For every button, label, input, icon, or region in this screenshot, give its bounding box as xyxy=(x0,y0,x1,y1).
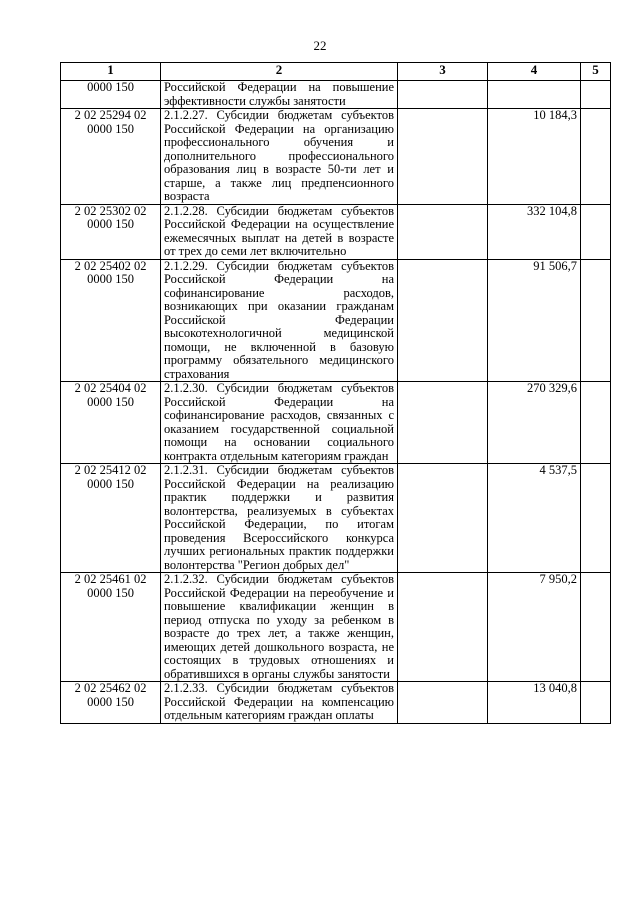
column-3-cell xyxy=(398,573,488,682)
column-5-cell xyxy=(581,204,611,259)
table-row xyxy=(61,382,611,464)
table-row xyxy=(61,573,611,682)
budget-code-cell: 2 02 25294 02 0000 150 xyxy=(61,109,161,205)
budget-code-cell: 2 02 25404 02 0000 150 xyxy=(61,382,161,464)
table-row xyxy=(61,204,611,259)
column-header: 2 xyxy=(161,63,398,81)
table-row xyxy=(61,81,611,109)
column-3-cell xyxy=(398,109,488,205)
table-row xyxy=(61,259,611,382)
description-cell: 2.1.2.31. Субсидии бюджетам субъектов Российской Федерации на реализацию практик поддержки и развития волонтерства, реализуемых в субъектах Российской Федерации, по итогам проведения Всероссийского конкурса лучших региональных практик поддержки волонтерства "Регион добрых дел" xyxy=(161,464,398,573)
description-cell: 2.1.2.30. Субсидии бюджетам субъектов Российской Федерации на софинансирование расходов, связанных с оказанием государственной социальной помощи на основании социального контракта отдельным категориям граждан xyxy=(161,382,398,464)
column-5-cell xyxy=(581,109,611,205)
column-5-cell xyxy=(581,382,611,464)
column-3-cell xyxy=(398,204,488,259)
table-row xyxy=(61,109,611,205)
amount-cell: 13 040,8 xyxy=(488,682,581,724)
column-3-cell xyxy=(398,259,488,382)
column-header: 3 xyxy=(398,63,488,81)
column-5-cell xyxy=(581,464,611,573)
column-3-cell xyxy=(398,682,488,724)
amount-cell: 332 104,8 xyxy=(488,204,581,259)
column-3-cell xyxy=(398,464,488,573)
budget-table xyxy=(60,62,611,724)
column-3-cell xyxy=(398,382,488,464)
column-header: 4 xyxy=(488,63,581,81)
column-header: 1 xyxy=(61,63,161,81)
budget-code-cell: 0000 150 xyxy=(61,81,161,109)
description-cell: 2.1.2.27. Субсидии бюджетам субъектов Российской Федерации на организацию профессионального обучения и дополнительного профессионального образования лиц в возрасте 50-ти лет и старше, а также лиц предпенсионного возраста xyxy=(161,109,398,205)
amount-cell: 91 506,7 xyxy=(488,259,581,382)
description-cell: 2.1.2.28. Субсидии бюджетам субъектов Российской Федерации на осуществление ежемесячных выплат на детей в возрасте от трех до семи лет включительно xyxy=(161,204,398,259)
description-cell: 2.1.2.33. Субсидии бюджетам субъектов Российской Федерации на компенсацию отдельным категориям граждан оплаты xyxy=(161,682,398,724)
column-5-cell xyxy=(581,573,611,682)
page-number: 22 xyxy=(313,38,327,53)
column-5-cell xyxy=(581,682,611,724)
budget-code-cell: 2 02 25302 02 0000 150 xyxy=(61,204,161,259)
amount-cell: 4 537,5 xyxy=(488,464,581,573)
amount-cell: 270 329,6 xyxy=(488,382,581,464)
table-row xyxy=(61,682,611,724)
column-header: 5 xyxy=(581,63,611,81)
description-cell: 2.1.2.29. Субсидии бюджетам субъектов Российской Федерации на софинансирование расходов, возникающих при оказании гражданам Российской Федерации высокотехнологичной медицинской помощи, не включенной в базовую программу обязательного медицинского страхования xyxy=(161,259,398,382)
table-row xyxy=(61,464,611,573)
amount-cell xyxy=(488,81,581,109)
header-row xyxy=(61,63,611,81)
column-3-cell xyxy=(398,81,488,109)
column-5-cell xyxy=(581,259,611,382)
budget-code-cell: 2 02 25412 02 0000 150 xyxy=(61,464,161,573)
budget-code-cell: 2 02 25462 02 0000 150 xyxy=(61,682,161,724)
column-5-cell xyxy=(581,81,611,109)
amount-cell: 10 184,3 xyxy=(488,109,581,205)
budget-code-cell: 2 02 25402 02 0000 150 xyxy=(61,259,161,382)
description-cell: Российской Федерации на повышение эффективности службы занятости xyxy=(161,81,398,109)
amount-cell: 7 950,2 xyxy=(488,573,581,682)
description-cell: 2.1.2.32. Субсидии бюджетам субъектов Российской Федерации на переобучение и повышение квалификации женщин в период отпуска по уходу за ребенком в возрасте до трех лет, а также женщин, имеющих детей дошкольного возраста, не состоящих в трудовых отношениях и обратившихся в органы службы занятости xyxy=(161,573,398,682)
budget-code-cell: 2 02 25461 02 0000 150 xyxy=(61,573,161,682)
